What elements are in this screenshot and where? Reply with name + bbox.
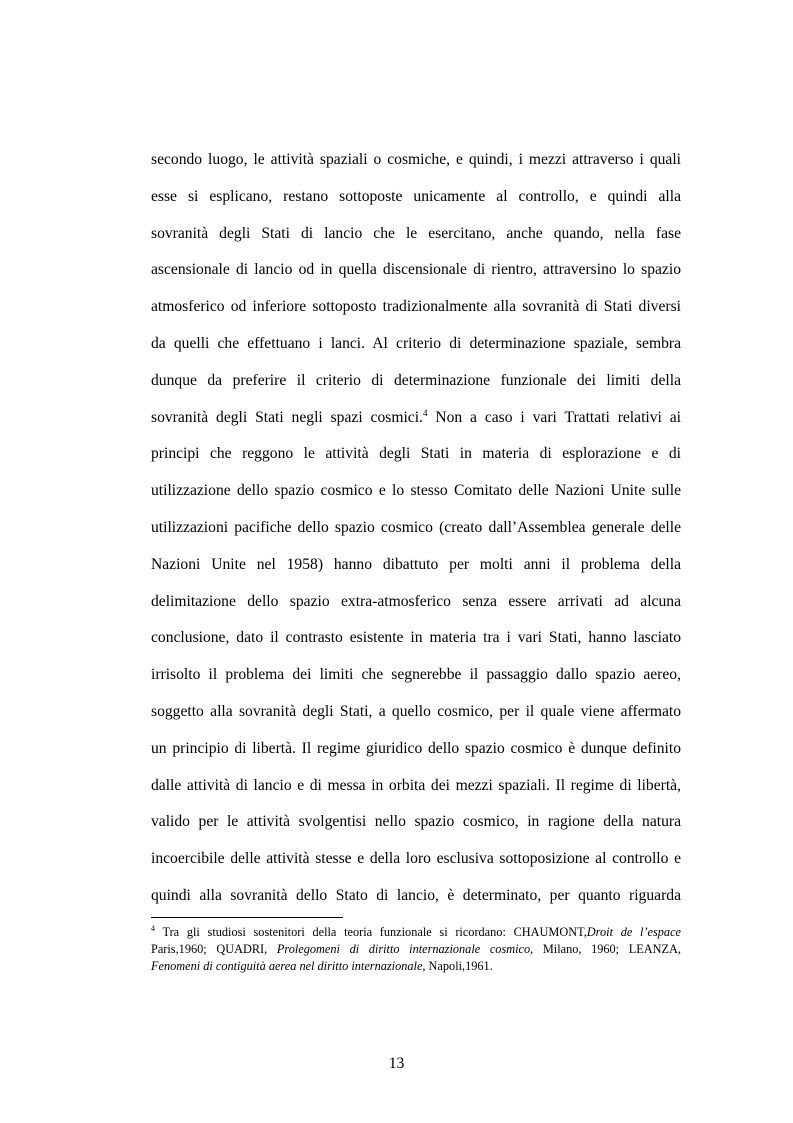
footnote-italic-title: Fenomeni di contiguità aerea nel diritto internazionale (151, 959, 423, 973)
text-line: principi che reggono le attività degli Stati in materia di esplorazione e di (151, 445, 681, 463)
text-line: incoercibile delle attività stesse e della loro esclusiva sottoposizione al controllo e (151, 850, 681, 868)
text-fragment: Non a caso i vari Trattati relativi ai (427, 408, 681, 426)
footnote-text: Paris,1960; QUADRI, (151, 942, 277, 956)
text-line: un principio di libertà. Il regime giuridico dello spazio cosmico è dunque definito (151, 739, 681, 757)
text-line: utilizzazioni pacifiche dello spazio cosmico (creato dall’Assemblea generale delle (151, 518, 681, 536)
footnote-line (151, 941, 681, 958)
text-line: ascensionale di lancio od in quella discensionale di rientro, attraversino lo spazio (151, 261, 681, 279)
footnote-text: Tra gli studiosi sostenitori della teoria funzionale si ricordano: CHAUMONT, (155, 925, 587, 939)
text-line: da quelli che effettuano i lanci. Al criterio di determinazione spaziale, sembra (151, 334, 681, 352)
text-line: sovranità degli Stati di lancio che le esercitano, anche quando, nella fase (151, 224, 681, 242)
footnote-separator (151, 917, 343, 918)
footnote-reference[interactable]: 4 (422, 407, 428, 418)
page-number: 13 (388, 1055, 405, 1072)
footnote-line (151, 958, 681, 975)
footnote (151, 924, 681, 975)
text-line: atmosferico od inferiore sottoposto tradizionalmente alla sovranità di Stati diversi (151, 298, 681, 316)
body-paragraph (151, 146, 681, 919)
footnote-text: , Milano, 1960; LEANZA, (530, 942, 681, 956)
text-line: valido per le attività svolgentisi nello spazio cosmico, in ragione della natura (151, 813, 681, 831)
text-line: esse si esplicano, restano sottoposte unicamente al controllo, e quindi alla (151, 187, 681, 205)
footnote-text: , Napoli,1961. (422, 959, 493, 973)
text-line: Nazioni Unite nel 1958) hanno dibattuto per molti anni il problema della (151, 555, 681, 573)
footnote-italic-title: Prolegomeni di diritto internazionale cosmico (276, 942, 531, 956)
text-line: soggetto alla sovranità degli Stati, a quello cosmico, per il quale viene affermato (151, 702, 681, 720)
text-line: quindi alla sovranità dello Stato di lancio, è determinato, per quanto riguarda (151, 886, 681, 904)
text-line: utilizzazione dello spazio cosmico e lo stesso Comitato delle Nazioni Unite sulle (151, 482, 681, 500)
footnote-italic-title: Droit de l’espace (586, 925, 681, 939)
text-fragment: sovranità degli Stati negli spazi cosmici. (151, 408, 423, 426)
text-line: secondo luogo, le attività spaziali o cosmiche, e quindi, i mezzi attraverso i quali (151, 151, 681, 168)
text-line: dunque da preferire il criterio di determinazione funzionale dei limiti della (151, 371, 681, 389)
text-line-with-footnote-ref (151, 404, 681, 441)
text-line: conclusione, dato il contrasto esistente in materia tra i vari Stati, hanno lasciato (151, 629, 681, 647)
text-line: irrisolto il problema dei limiti che segnerebbe il passaggio dallo spazio aereo, (151, 666, 681, 684)
footnote-line (151, 924, 681, 941)
footnote-marker: 4 (151, 924, 155, 933)
text-line: dalle attività di lancio e di messa in orbita dei mezzi spaziali. Il regime di libertà, (151, 776, 681, 794)
text-line: delimitazione dello spazio extra-atmosferico senza essere arrivati ad alcuna (151, 592, 681, 610)
